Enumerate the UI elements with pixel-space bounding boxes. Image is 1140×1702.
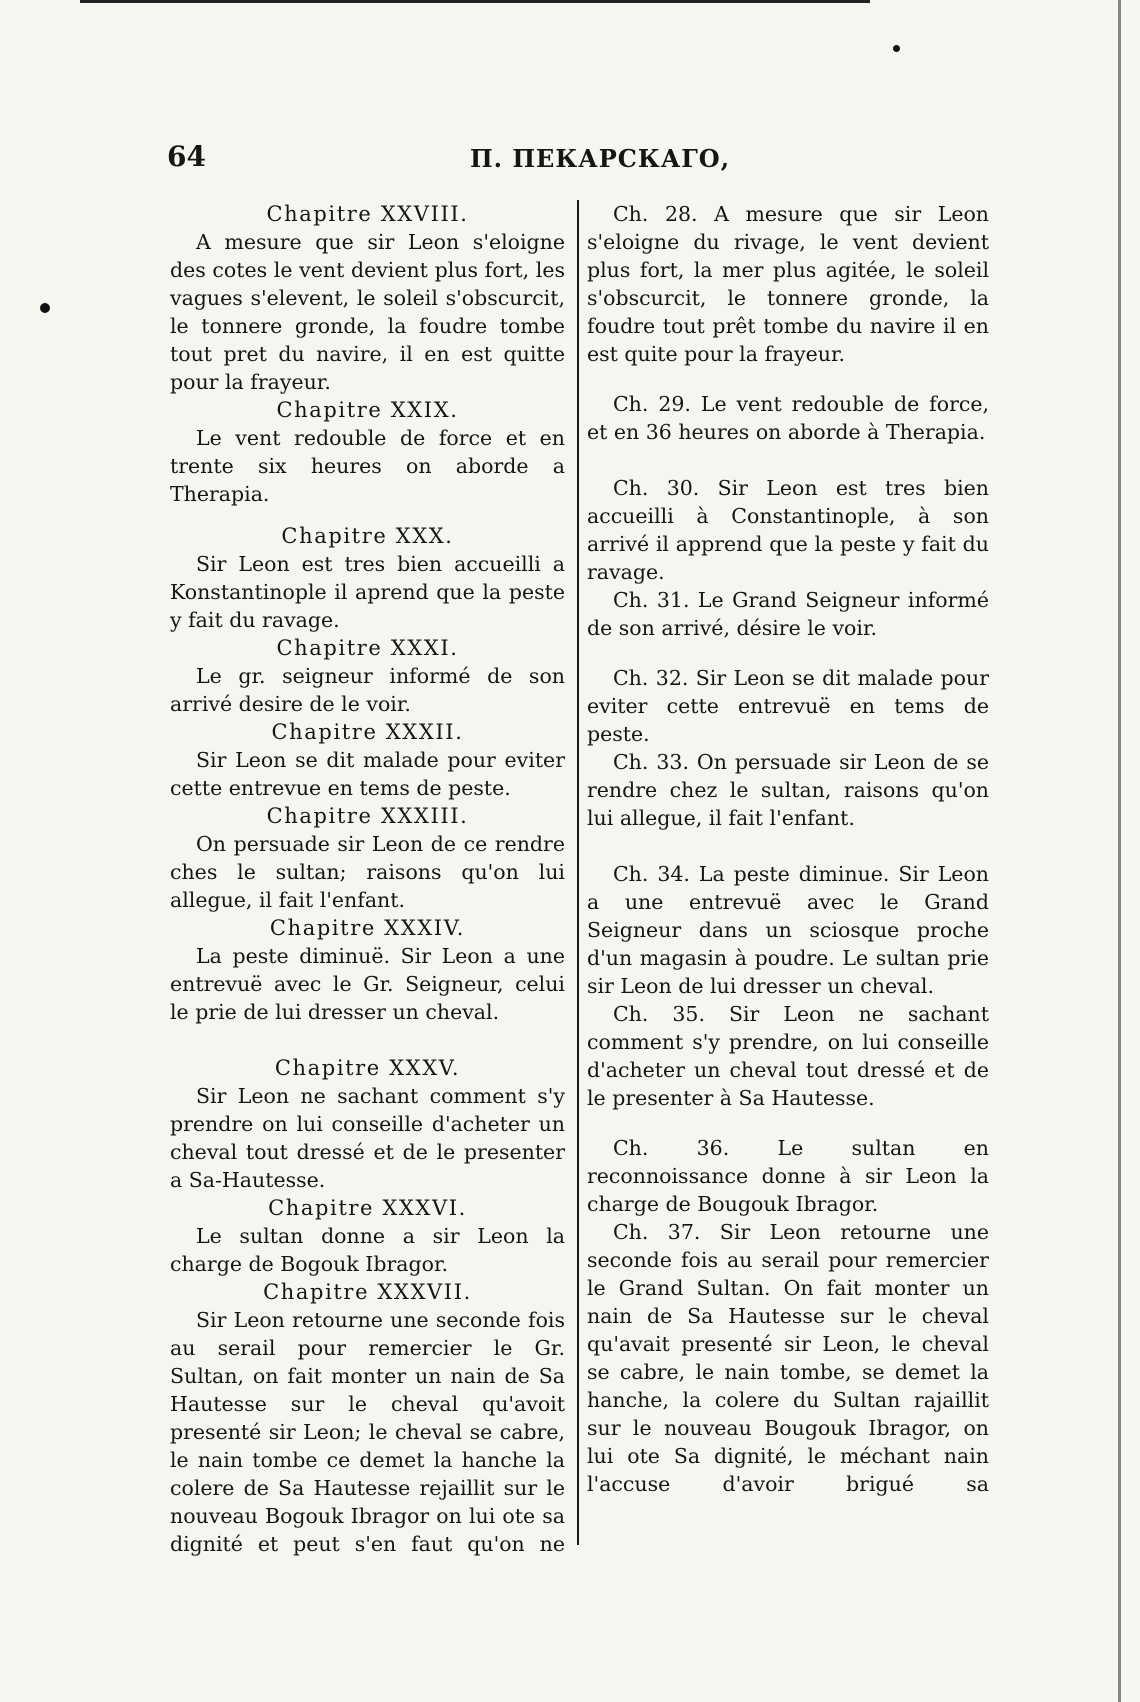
chapter-heading: Chapitre XXXVI.	[268, 1196, 467, 1220]
chapter-summary: Le vent redouble de force et en trente six heures on aborde a Therapia.	[170, 426, 565, 506]
chapter-summary: Le sultan donne a sir Leon la charge de Bogouk Ibragor.	[170, 1224, 565, 1276]
chapter-heading: Chapitre XXIX.	[276, 398, 459, 422]
chapter-entry: Ch. 31. Le Grand Seigneur informé de son arrivé, désire le voir.	[587, 588, 989, 640]
spacer	[587, 368, 989, 390]
page-number: 64	[167, 140, 206, 173]
spacer	[587, 832, 989, 860]
chapter-heading: Chapitre XXXI.	[276, 636, 459, 660]
chapter-entry: Ch. 35. Sir Leon ne sachant comment s'y prendre, on lui conseille d'acheter un cheval tout dressé et de le presenter à Sa Hautesse.	[587, 1002, 989, 1110]
chapter-heading: Chapitre XXXVII.	[263, 1280, 472, 1304]
spacer	[587, 642, 989, 664]
chapter-summary: On persuade sir Leon de ce rendre ches le sultan; raisons qu'on lui allegue, il fait l'enfant.	[170, 832, 565, 912]
chapter-entry: Ch. 36. Le sultan en reconnoissance donne à sir Leon la charge de Bougouk Ibragor.	[587, 1136, 989, 1216]
chapter-summary: Sir Leon ne sachant comment s'y prendre on lui conseille d'acheter un cheval tout dressé et de le presenter a Sa-Hautesse.	[170, 1084, 565, 1192]
left-column	[170, 200, 565, 1558]
chapter-summary: Le gr. seigneur informé de son arrivé desire de le voir.	[170, 664, 565, 716]
column-divider	[577, 200, 579, 1545]
chapter-entry: Ch. 34. La peste diminue. Sir Leon a une entrevuë avec le Grand Seigneur dans un sciosque proche d'un magasin à poudre. Le sultan prie sir Leon de lui dresser un cheval.	[587, 862, 989, 998]
chapter-heading: Chapitre XXX.	[281, 524, 454, 548]
chapter-summary: Sir Leon est tres bien accueilli a Konstantinople il aprend que la peste y fait du ravage.	[170, 552, 565, 632]
chapter-heading: Chapitre XXXIV.	[269, 916, 466, 940]
chapter-entry: Ch. 33. On persuade sir Leon de se rendre chez le sultan, raisons qu'on lui allegue, il fait l'enfant.	[587, 750, 989, 830]
top-border-line	[80, 0, 870, 3]
chapter-entry: Ch. 37. Sir Leon retourne une seconde fois au serail pour remercier le Grand Sultan. On fait monter un nain de Sa Hautesse sur le cheval qu'avait presenté sir Leon, le cheval se cabre, le nain tombe, se demet la hanche, la colere du Sultan rajaillit sur le nouveau Bougouk Ibragor, on lui ote Sa dignité, le méchant nain l'accuse d'avoir brigué sa	[587, 1220, 989, 1496]
spacer	[587, 1112, 989, 1134]
spacer	[587, 446, 989, 474]
chapter-heading: Chapitre XXXV.	[274, 1056, 461, 1080]
right-column	[587, 200, 989, 1498]
chapter-summary: La peste diminuë. Sir Leon a une entrevuë avec le Gr. Seigneur, celui le prie de lui dresser un cheval.	[170, 944, 565, 1024]
chapter-entry: Ch. 28. A mesure que sir Leon s'eloigne du rivage, le vent devient plus fort, la mer plus agitée, le soleil s'obscurcit, le tonnere gronde, la foudre tout prêt tombe du navire il en est quite pour la frayeur.	[587, 202, 989, 366]
chapter-heading: Chapitre XXXIII.	[266, 804, 469, 828]
running-title: П. ПЕКАРСКАГО,	[470, 144, 731, 173]
chapter-heading: Chapitre XXXII.	[271, 720, 464, 744]
chapter-entry: Ch. 30. Sir Leon est tres bien accueilli à Constantinople, à son arrivé il apprend que la peste y fait du ravage.	[587, 476, 989, 584]
spacer	[170, 1026, 565, 1054]
chapter-summary: A mesure que sir Leon s'eloigne des cotes le vent devient plus fort, les vagues s'elevent, le soleil s'obscurcit, le tonnere gronde, la foudre tombe tout pret du navire, il en est quitte pour la frayeur.	[170, 230, 565, 394]
ink-speck	[893, 45, 900, 52]
chapter-heading: Chapitre XXVIII.	[266, 202, 469, 226]
spacer	[170, 508, 565, 522]
chapter-summary: Sir Leon retourne une seconde fois au serail pour remercier le Gr. Sultan, on fait monter un nain de Sa Hautesse sur le cheval qu'avoit presenté sir Leon; le cheval se cabre, le nain tombe ce demet la hanche la colere de Sa Hautesse rejaillit sur le nouveau Bogouk Ibragor on lui ote sa dignité et peut s'en faut qu'on ne	[170, 1308, 565, 1556]
page-edge-line	[1118, 0, 1121, 1702]
chapter-summary: Sir Leon se dit malade pour eviter cette entrevue en tems de peste.	[170, 748, 565, 800]
ink-speck	[40, 303, 50, 313]
chapter-entry: Ch. 32. Sir Leon se dit malade pour eviter cette entrevuë en tems de peste.	[587, 666, 989, 746]
chapter-entry: Ch. 29. Le vent redouble de force, et en 36 heures on aborde à Therapia.	[587, 392, 989, 444]
